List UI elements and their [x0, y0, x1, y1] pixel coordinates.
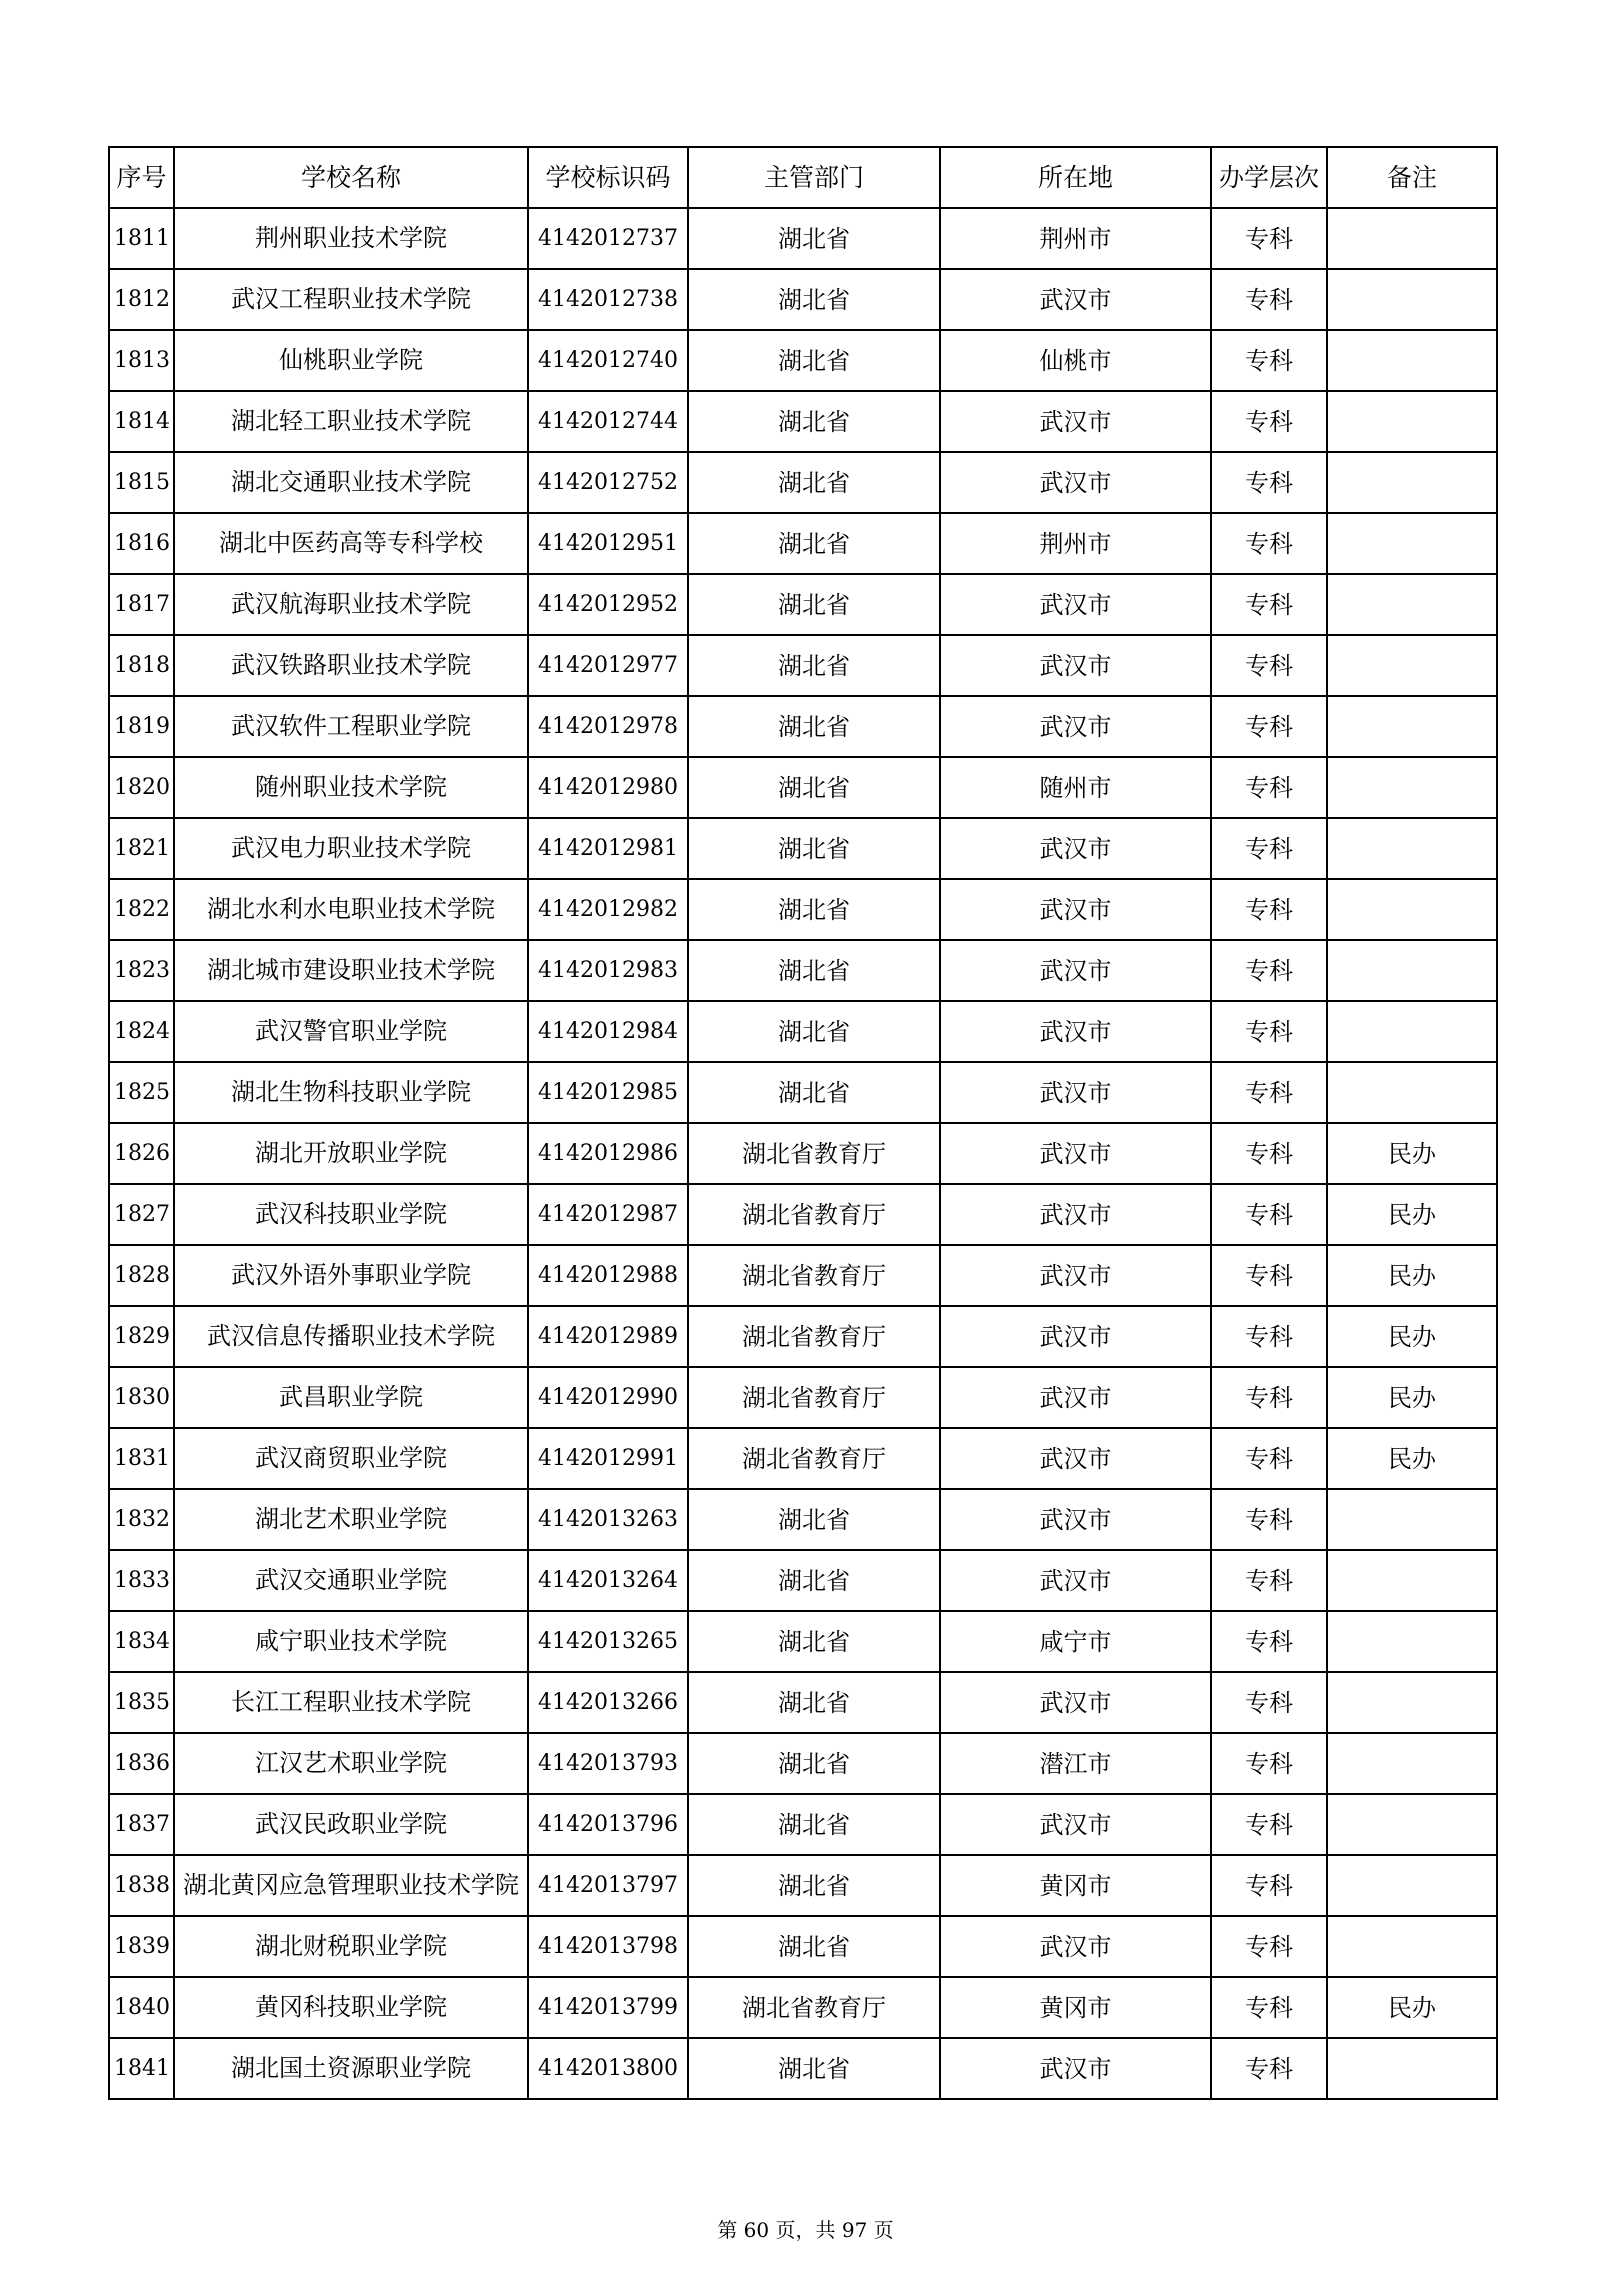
cell-index: 1841 — [109, 2038, 174, 2099]
cell-remark — [1327, 391, 1497, 452]
cell-department: 湖北省 — [688, 1855, 940, 1916]
cell-index: 1831 — [109, 1428, 174, 1489]
table-row — [109, 452, 1497, 513]
cell-school-code: 4142013796 — [528, 1794, 688, 1855]
cell-school-code: 4142013798 — [528, 1916, 688, 1977]
cell-remark — [1327, 1001, 1497, 1062]
cell-location: 随州市 — [940, 757, 1211, 818]
cell-remark — [1327, 269, 1497, 330]
cell-location: 武汉市 — [940, 1062, 1211, 1123]
header-department: 主管部门 — [688, 147, 940, 208]
cell-remark: 民办 — [1327, 1306, 1497, 1367]
school-list-table — [108, 146, 1498, 2100]
cell-school-name: 武汉软件工程职业学院 — [174, 696, 528, 757]
table-row — [109, 696, 1497, 757]
cell-index: 1814 — [109, 391, 174, 452]
cell-location: 咸宁市 — [940, 1611, 1211, 1672]
cell-index: 1826 — [109, 1123, 174, 1184]
cell-school-code: 4142013799 — [528, 1977, 688, 2038]
cell-index: 1835 — [109, 1672, 174, 1733]
cell-index: 1816 — [109, 513, 174, 574]
cell-school-code: 4142012980 — [528, 757, 688, 818]
cell-remark — [1327, 1062, 1497, 1123]
cell-location: 武汉市 — [940, 391, 1211, 452]
header-level: 办学层次 — [1211, 147, 1327, 208]
cell-level: 专科 — [1211, 879, 1327, 940]
table-row — [109, 940, 1497, 1001]
cell-index: 1819 — [109, 696, 174, 757]
cell-level: 专科 — [1211, 1489, 1327, 1550]
header-row — [109, 147, 1497, 208]
table-row — [109, 1733, 1497, 1794]
cell-index: 1836 — [109, 1733, 174, 1794]
cell-level: 专科 — [1211, 452, 1327, 513]
cell-remark — [1327, 757, 1497, 818]
cell-remark — [1327, 513, 1497, 574]
cell-level: 专科 — [1211, 391, 1327, 452]
cell-remark: 民办 — [1327, 1245, 1497, 1306]
cell-school-name: 武昌职业学院 — [174, 1367, 528, 1428]
cell-level: 专科 — [1211, 1062, 1327, 1123]
cell-school-code: 4142013793 — [528, 1733, 688, 1794]
cell-school-name: 湖北艺术职业学院 — [174, 1489, 528, 1550]
cell-school-name: 湖北轻工职业技术学院 — [174, 391, 528, 452]
cell-school-name: 咸宁职业技术学院 — [174, 1611, 528, 1672]
header-school-code: 学校标识码 — [528, 147, 688, 208]
cell-school-name: 武汉信息传播职业技术学院 — [174, 1306, 528, 1367]
cell-department: 湖北省 — [688, 1794, 940, 1855]
cell-level: 专科 — [1211, 1977, 1327, 2038]
cell-school-code: 4142012752 — [528, 452, 688, 513]
cell-location: 武汉市 — [940, 1123, 1211, 1184]
cell-remark — [1327, 452, 1497, 513]
cell-department: 湖北省 — [688, 1489, 940, 1550]
table-row — [109, 1916, 1497, 1977]
cell-remark — [1327, 818, 1497, 879]
cell-school-name: 武汉科技职业学院 — [174, 1184, 528, 1245]
cell-school-name: 武汉铁路职业技术学院 — [174, 635, 528, 696]
cell-location: 武汉市 — [940, 1794, 1211, 1855]
table-row — [109, 1245, 1497, 1306]
cell-school-code: 4142012989 — [528, 1306, 688, 1367]
table-row — [109, 1001, 1497, 1062]
cell-location: 黄冈市 — [940, 1855, 1211, 1916]
cell-index: 1811 — [109, 208, 174, 269]
cell-school-name: 湖北生物科技职业学院 — [174, 1062, 528, 1123]
cell-level: 专科 — [1211, 574, 1327, 635]
cell-level: 专科 — [1211, 696, 1327, 757]
cell-location: 武汉市 — [940, 1489, 1211, 1550]
cell-level: 专科 — [1211, 1550, 1327, 1611]
cell-school-name: 湖北开放职业学院 — [174, 1123, 528, 1184]
cell-school-name: 长江工程职业技术学院 — [174, 1672, 528, 1733]
cell-index: 1821 — [109, 818, 174, 879]
cell-school-name: 湖北城市建设职业技术学院 — [174, 940, 528, 1001]
cell-location: 武汉市 — [940, 1550, 1211, 1611]
cell-location: 武汉市 — [940, 940, 1211, 1001]
cell-school-code: 4142012981 — [528, 818, 688, 879]
cell-remark — [1327, 635, 1497, 696]
cell-index: 1824 — [109, 1001, 174, 1062]
cell-school-code: 4142013797 — [528, 1855, 688, 1916]
cell-school-name: 武汉航海职业技术学院 — [174, 574, 528, 635]
cell-location: 武汉市 — [940, 1367, 1211, 1428]
cell-school-code: 4142012952 — [528, 574, 688, 635]
cell-department: 湖北省教育厅 — [688, 1306, 940, 1367]
cell-location: 荆州市 — [940, 513, 1211, 574]
cell-department: 湖北省教育厅 — [688, 1123, 940, 1184]
cell-level: 专科 — [1211, 1428, 1327, 1489]
cell-level: 专科 — [1211, 818, 1327, 879]
cell-level: 专科 — [1211, 940, 1327, 1001]
cell-school-code: 4142012738 — [528, 269, 688, 330]
cell-department: 湖北省 — [688, 513, 940, 574]
cell-school-name: 武汉电力职业技术学院 — [174, 818, 528, 879]
table-row — [109, 574, 1497, 635]
table-row — [109, 1428, 1497, 1489]
cell-school-name: 仙桃职业学院 — [174, 330, 528, 391]
table-row — [109, 1123, 1497, 1184]
cell-index: 1839 — [109, 1916, 174, 1977]
cell-index: 1830 — [109, 1367, 174, 1428]
cell-department: 湖北省 — [688, 1733, 940, 1794]
cell-level: 专科 — [1211, 1611, 1327, 1672]
cell-level: 专科 — [1211, 1672, 1327, 1733]
cell-remark — [1327, 208, 1497, 269]
cell-index: 1822 — [109, 879, 174, 940]
cell-remark — [1327, 1611, 1497, 1672]
cell-location: 武汉市 — [940, 1916, 1211, 1977]
table-row — [109, 208, 1497, 269]
cell-remark — [1327, 1855, 1497, 1916]
cell-school-name: 湖北交通职业技术学院 — [174, 452, 528, 513]
cell-department: 湖北省 — [688, 391, 940, 452]
cell-school-name: 武汉商贸职业学院 — [174, 1428, 528, 1489]
cell-school-code: 4142012977 — [528, 635, 688, 696]
cell-level: 专科 — [1211, 1123, 1327, 1184]
cell-index: 1812 — [109, 269, 174, 330]
cell-location: 武汉市 — [940, 1306, 1211, 1367]
cell-school-code: 4142012986 — [528, 1123, 688, 1184]
cell-remark — [1327, 1794, 1497, 1855]
cell-index: 1827 — [109, 1184, 174, 1245]
cell-level: 专科 — [1211, 1733, 1327, 1794]
cell-remark — [1327, 1733, 1497, 1794]
cell-index: 1840 — [109, 1977, 174, 2038]
cell-remark — [1327, 330, 1497, 391]
cell-remark: 民办 — [1327, 1367, 1497, 1428]
header-location: 所在地 — [940, 147, 1211, 208]
table-row — [109, 1062, 1497, 1123]
header-remark: 备注 — [1327, 147, 1497, 208]
cell-level: 专科 — [1211, 1855, 1327, 1916]
cell-index: 1834 — [109, 1611, 174, 1672]
table-row — [109, 1367, 1497, 1428]
cell-level: 专科 — [1211, 1001, 1327, 1062]
cell-level: 专科 — [1211, 1184, 1327, 1245]
cell-school-code: 4142012951 — [528, 513, 688, 574]
cell-level: 专科 — [1211, 1794, 1327, 1855]
table-row — [109, 1489, 1497, 1550]
cell-department: 湖北省 — [688, 452, 940, 513]
cell-school-name: 湖北水利水电职业技术学院 — [174, 879, 528, 940]
cell-index: 1828 — [109, 1245, 174, 1306]
cell-school-name: 湖北中医药高等专科学校 — [174, 513, 528, 574]
cell-school-code: 4142012978 — [528, 696, 688, 757]
cell-school-name: 武汉工程职业技术学院 — [174, 269, 528, 330]
table-row — [109, 818, 1497, 879]
cell-department: 湖北省 — [688, 1001, 940, 1062]
cell-index: 1837 — [109, 1794, 174, 1855]
cell-remark — [1327, 879, 1497, 940]
table-row — [109, 1855, 1497, 1916]
cell-location: 武汉市 — [940, 879, 1211, 940]
cell-remark: 民办 — [1327, 1184, 1497, 1245]
cell-index: 1838 — [109, 1855, 174, 1916]
cell-location: 仙桃市 — [940, 330, 1211, 391]
cell-remark — [1327, 2038, 1497, 2099]
cell-school-code: 4142013266 — [528, 1672, 688, 1733]
table-row — [109, 1672, 1497, 1733]
table-row — [109, 269, 1497, 330]
cell-index: 1817 — [109, 574, 174, 635]
cell-location: 武汉市 — [940, 2038, 1211, 2099]
table-row — [109, 757, 1497, 818]
cell-index: 1829 — [109, 1306, 174, 1367]
cell-location: 武汉市 — [940, 269, 1211, 330]
cell-remark: 民办 — [1327, 1123, 1497, 1184]
cell-location: 武汉市 — [940, 574, 1211, 635]
table-header — [109, 147, 1497, 208]
table-row — [109, 879, 1497, 940]
cell-department: 湖北省 — [688, 1550, 940, 1611]
cell-school-code: 4142012737 — [528, 208, 688, 269]
cell-school-code: 4142012983 — [528, 940, 688, 1001]
cell-location: 武汉市 — [940, 1184, 1211, 1245]
table-row — [109, 2038, 1497, 2099]
cell-school-code: 4142012990 — [528, 1367, 688, 1428]
cell-index: 1818 — [109, 635, 174, 696]
cell-level: 专科 — [1211, 1245, 1327, 1306]
cell-location: 武汉市 — [940, 452, 1211, 513]
cell-department: 湖北省 — [688, 879, 940, 940]
cell-department: 湖北省 — [688, 1611, 940, 1672]
cell-index: 1823 — [109, 940, 174, 1001]
table-row — [109, 1611, 1497, 1672]
cell-remark — [1327, 1672, 1497, 1733]
cell-school-code: 4142012982 — [528, 879, 688, 940]
cell-level: 专科 — [1211, 2038, 1327, 2099]
cell-index: 1832 — [109, 1489, 174, 1550]
cell-location: 武汉市 — [940, 1428, 1211, 1489]
page-number: 第 60 页，共 97 页 — [717, 2218, 894, 2242]
cell-remark — [1327, 1550, 1497, 1611]
cell-location: 武汉市 — [940, 635, 1211, 696]
table-row — [109, 635, 1497, 696]
table-body — [109, 208, 1497, 2099]
cell-level: 专科 — [1211, 1367, 1327, 1428]
cell-level: 专科 — [1211, 635, 1327, 696]
cell-school-code: 4142012984 — [528, 1001, 688, 1062]
cell-school-code: 4142013263 — [528, 1489, 688, 1550]
cell-department: 湖北省 — [688, 696, 940, 757]
cell-index: 1813 — [109, 330, 174, 391]
cell-department: 湖北省 — [688, 330, 940, 391]
cell-level: 专科 — [1211, 330, 1327, 391]
cell-school-code: 4142013264 — [528, 1550, 688, 1611]
cell-department: 湖北省教育厅 — [688, 1977, 940, 2038]
cell-index: 1825 — [109, 1062, 174, 1123]
cell-level: 专科 — [1211, 757, 1327, 818]
cell-department: 湖北省 — [688, 818, 940, 879]
cell-department: 湖北省 — [688, 2038, 940, 2099]
cell-index: 1815 — [109, 452, 174, 513]
cell-location: 武汉市 — [940, 696, 1211, 757]
cell-department: 湖北省 — [688, 574, 940, 635]
cell-remark: 民办 — [1327, 1428, 1497, 1489]
table-row — [109, 513, 1497, 574]
cell-school-name: 黄冈科技职业学院 — [174, 1977, 528, 2038]
table-row — [109, 391, 1497, 452]
cell-department: 湖北省教育厅 — [688, 1428, 940, 1489]
cell-location: 武汉市 — [940, 1001, 1211, 1062]
cell-department: 湖北省 — [688, 269, 940, 330]
cell-school-code: 4142012744 — [528, 391, 688, 452]
cell-department: 湖北省 — [688, 940, 940, 1001]
header-school-name: 学校名称 — [174, 147, 528, 208]
cell-school-code: 4142012985 — [528, 1062, 688, 1123]
cell-school-code: 4142013265 — [528, 1611, 688, 1672]
cell-department: 湖北省 — [688, 1916, 940, 1977]
cell-school-code: 4142013800 — [528, 2038, 688, 2099]
cell-location: 武汉市 — [940, 818, 1211, 879]
cell-school-name: 湖北财税职业学院 — [174, 1916, 528, 1977]
cell-level: 专科 — [1211, 208, 1327, 269]
cell-school-name: 武汉交通职业学院 — [174, 1550, 528, 1611]
cell-school-name: 武汉警官职业学院 — [174, 1001, 528, 1062]
table-row — [109, 1794, 1497, 1855]
cell-location: 荆州市 — [940, 208, 1211, 269]
cell-department: 湖北省 — [688, 1672, 940, 1733]
cell-school-code: 4142012991 — [528, 1428, 688, 1489]
cell-department: 湖北省 — [688, 757, 940, 818]
cell-level: 专科 — [1211, 269, 1327, 330]
cell-index: 1833 — [109, 1550, 174, 1611]
cell-school-name: 武汉民政职业学院 — [174, 1794, 528, 1855]
cell-location: 黄冈市 — [940, 1977, 1211, 2038]
cell-department: 湖北省 — [688, 1062, 940, 1123]
cell-remark — [1327, 574, 1497, 635]
cell-department: 湖北省教育厅 — [688, 1245, 940, 1306]
cell-remark — [1327, 940, 1497, 1001]
table-row — [109, 330, 1497, 391]
cell-school-name: 湖北黄冈应急管理职业技术学院 — [174, 1855, 528, 1916]
cell-department: 湖北省 — [688, 208, 940, 269]
cell-remark — [1327, 1916, 1497, 1977]
table-row — [109, 1977, 1497, 2038]
cell-school-name: 江汉艺术职业学院 — [174, 1733, 528, 1794]
cell-school-name: 荆州职业技术学院 — [174, 208, 528, 269]
cell-location: 武汉市 — [940, 1672, 1211, 1733]
cell-location: 武汉市 — [940, 1245, 1211, 1306]
cell-department: 湖北省教育厅 — [688, 1184, 940, 1245]
cell-remark — [1327, 1489, 1497, 1550]
cell-department: 湖北省教育厅 — [688, 1367, 940, 1428]
cell-school-code: 4142012740 — [528, 330, 688, 391]
cell-remark — [1327, 696, 1497, 757]
cell-remark: 民办 — [1327, 1977, 1497, 2038]
cell-school-name: 随州职业技术学院 — [174, 757, 528, 818]
table-row — [109, 1306, 1497, 1367]
cell-location: 潜江市 — [940, 1733, 1211, 1794]
table-row — [109, 1184, 1497, 1245]
cell-level: 专科 — [1211, 1916, 1327, 1977]
cell-school-name: 武汉外语外事职业学院 — [174, 1245, 528, 1306]
cell-level: 专科 — [1211, 513, 1327, 574]
cell-school-code: 4142012988 — [528, 1245, 688, 1306]
cell-department: 湖北省 — [688, 635, 940, 696]
table-row — [109, 1550, 1497, 1611]
cell-school-code: 4142012987 — [528, 1184, 688, 1245]
cell-school-name: 湖北国土资源职业学院 — [174, 2038, 528, 2099]
cell-level: 专科 — [1211, 1306, 1327, 1367]
header-index: 序号 — [109, 147, 174, 208]
cell-index: 1820 — [109, 757, 174, 818]
